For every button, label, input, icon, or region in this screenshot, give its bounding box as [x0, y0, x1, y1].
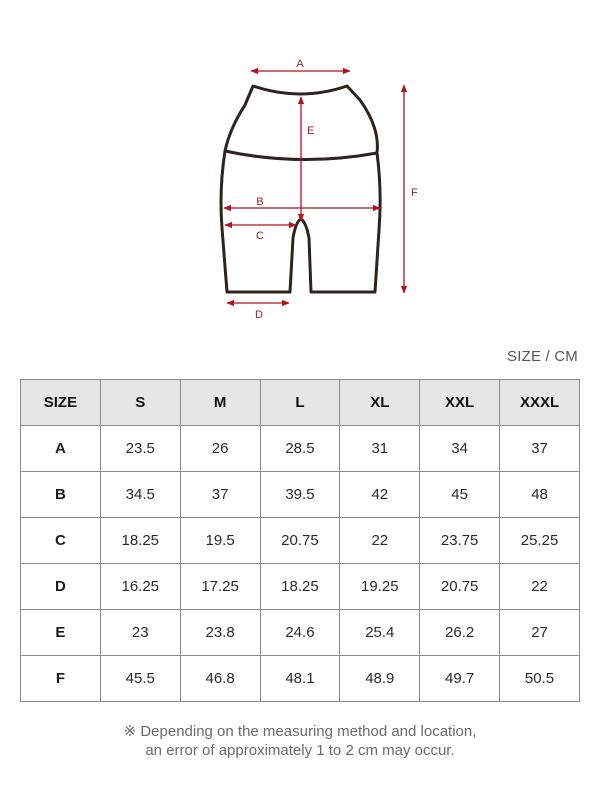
measure-label-a: A	[296, 58, 304, 70]
table-cell: 50.5	[500, 656, 580, 702]
row-label: F	[21, 656, 101, 702]
table-cell: 26.2	[420, 610, 500, 656]
header-cell-l: L	[260, 380, 340, 426]
measure-label-d: D	[255, 309, 263, 321]
table-cell: 48.9	[340, 656, 420, 702]
table-cell: 16.25	[100, 564, 180, 610]
shorts-measurement-diagram	[0, 0, 600, 330]
header-cell-xl: XL	[340, 380, 420, 426]
table-cell: 26	[180, 426, 260, 472]
row-label: E	[21, 610, 101, 656]
table-cell: 22	[340, 518, 420, 564]
table-row	[21, 564, 580, 610]
table-cell: 28.5	[260, 426, 340, 472]
table-cell: 39.5	[260, 472, 340, 518]
header-cell-m: M	[180, 380, 260, 426]
table-cell: 20.75	[420, 564, 500, 610]
row-label: B	[21, 472, 101, 518]
row-label: A	[21, 426, 101, 472]
table-cell: 49.7	[420, 656, 500, 702]
footnote	[0, 722, 600, 760]
footnote-line-1: ※ Depending on the measuring method and location,	[123, 723, 477, 740]
measure-label-e: E	[307, 125, 315, 137]
measure-label-f: F	[411, 187, 418, 199]
header-cell-xxl: XXL	[420, 380, 500, 426]
header-cell-s: S	[100, 380, 180, 426]
table-cell: 37	[500, 426, 580, 472]
table-cell: 19.25	[340, 564, 420, 610]
row-label: C	[21, 518, 101, 564]
table-cell: 42	[340, 472, 420, 518]
table-cell: 17.25	[180, 564, 260, 610]
footnote-line-2: an error of approximately 1 to 2 cm may occur.	[145, 742, 455, 759]
table-cell: 18.25	[260, 564, 340, 610]
table-cell: 20.75	[260, 518, 340, 564]
measure-label-b: B	[256, 196, 264, 208]
table-row	[21, 610, 580, 656]
row-label: D	[21, 564, 101, 610]
table-cell: 34	[420, 426, 500, 472]
table-cell: 23.75	[420, 518, 500, 564]
table-cell: 34.5	[100, 472, 180, 518]
table-cell: 19.5	[180, 518, 260, 564]
unit-label: SIZE / CM	[507, 348, 578, 365]
table-cell: 27	[500, 610, 580, 656]
table-cell: 45	[420, 472, 500, 518]
table-cell: 31	[340, 426, 420, 472]
table-cell: 48	[500, 472, 580, 518]
table-row	[21, 518, 580, 564]
measure-label-c: C	[256, 230, 264, 242]
table-cell: 23	[100, 610, 180, 656]
table-row	[21, 426, 580, 472]
table-header-row	[21, 380, 580, 426]
table-cell: 25.25	[500, 518, 580, 564]
table-cell: 45.5	[100, 656, 180, 702]
header-cell-size: SIZE	[21, 380, 101, 426]
table-cell: 25.4	[340, 610, 420, 656]
table-cell: 23.5	[100, 426, 180, 472]
table-cell: 24.6	[260, 610, 340, 656]
table-row	[21, 472, 580, 518]
table-cell: 46.8	[180, 656, 260, 702]
table-row	[21, 656, 580, 702]
table-cell: 37	[180, 472, 260, 518]
table-cell: 48.1	[260, 656, 340, 702]
size-table	[20, 379, 580, 702]
table-cell: 18.25	[100, 518, 180, 564]
table-cell: 22	[500, 564, 580, 610]
table-cell: 23.8	[180, 610, 260, 656]
table-body	[21, 426, 580, 702]
header-cell-xxxl: XXXL	[500, 380, 580, 426]
